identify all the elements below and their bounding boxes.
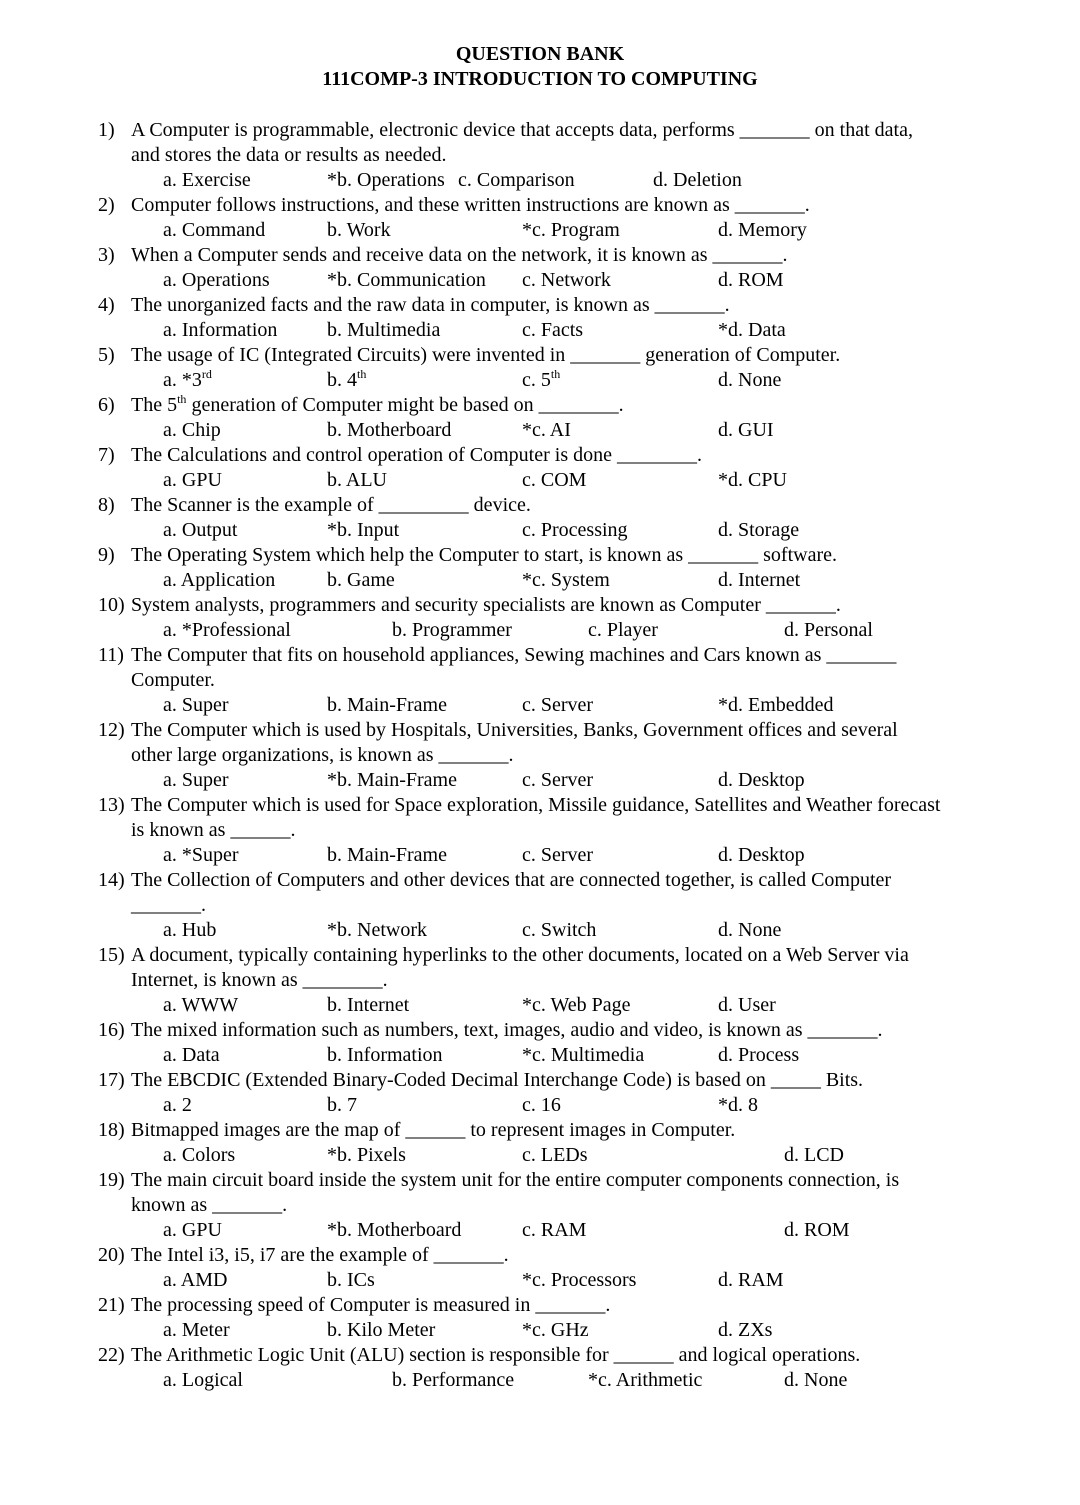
answer-option: a. WWW: [163, 994, 239, 1016]
answer-option: a. Logical: [163, 1369, 243, 1391]
question-text: The 5th generation of Computer might be based on ________.: [131, 392, 624, 416]
answer-option: b. Motherboard: [327, 419, 452, 441]
answer-option: *b. Input: [327, 519, 400, 541]
answer-option: *d. 8: [718, 1094, 758, 1116]
answer-option: d. RAM: [718, 1269, 784, 1291]
document-header: [0, 42, 1080, 92]
document-title: QUESTION BANK: [455, 43, 625, 65]
answer-option: d. Process: [718, 1044, 800, 1066]
answer-option: a. Meter: [163, 1319, 230, 1341]
question-text: The usage of IC (Integrated Circuits) were invented in _______ generation of Computer.: [131, 344, 841, 366]
question-text: is known as ______.: [131, 819, 296, 841]
question-text: The EBCDIC (Extended Binary-Coded Decimal Interchange Code) is based on _____ Bits.: [131, 1069, 864, 1091]
answer-option: c. RAM: [522, 1219, 587, 1241]
answer-option: *c. Web Page: [522, 994, 631, 1016]
question-number: 3): [98, 244, 115, 266]
question-number: 11): [98, 644, 124, 666]
answer-option: b. Internet: [327, 994, 410, 1016]
question-text: The Scanner is the example of _________ device.: [131, 494, 531, 516]
answer-option: b. 4th: [327, 367, 367, 391]
question-text: A Computer is programmable, electronic device that accepts data, performs _______ on that data,: [131, 119, 913, 141]
answer-option: b. Main-Frame: [327, 844, 447, 866]
answer-option: d. Deletion: [653, 169, 742, 191]
question-text: Bitmapped images are the map of ______ to represent images in Computer.: [131, 1119, 736, 1141]
question-text: The Computer that fits on household appliances, Sewing machines and Cars known as _______: [131, 644, 897, 666]
question-text: The processing speed of Computer is measured in _______.: [131, 1294, 611, 1316]
answer-option: a. 2: [163, 1094, 192, 1116]
answer-option: b. Main-Frame: [327, 694, 447, 716]
question-number: 5): [98, 344, 115, 366]
question-text: When a Computer sends and receive data on the network, it is known as _______.: [131, 244, 788, 266]
answer-option: d. None: [718, 919, 782, 941]
question-text: other large organizations, is known as _______.: [131, 744, 514, 766]
answer-option: *c. GHz: [522, 1319, 589, 1341]
question-text: _______.: [131, 894, 206, 916]
question-number: 7): [98, 444, 115, 466]
answer-option: a. Output: [163, 519, 238, 541]
question-text: The main circuit board inside the system unit for the entire computer components connection, is: [131, 1169, 900, 1191]
answer-option: a. Command: [163, 219, 266, 241]
answer-option: *c. Multimedia: [522, 1044, 645, 1066]
question-number: 20): [98, 1244, 125, 1266]
course-title: 111COMP-3 INTRODUCTION TO COMPUTING: [322, 68, 758, 90]
answer-option: c. Server: [522, 769, 594, 791]
answer-option: c. Processing: [522, 519, 628, 541]
answer-option: a. Super: [163, 694, 229, 716]
answer-option: *b. Network: [327, 919, 427, 941]
answer-option: a. Hub: [163, 919, 217, 941]
answer-option: c. LEDs: [522, 1144, 588, 1166]
answer-option: *c. Arithmetic: [588, 1369, 703, 1391]
answer-option: *c. Processors: [522, 1269, 637, 1291]
answer-option: *b. Communication: [327, 269, 486, 291]
question-text: The Calculations and control operation of Computer is done ________.: [131, 444, 702, 466]
answer-option: c. Server: [522, 694, 594, 716]
question-text: The Arithmetic Logic Unit (ALU) section is responsible for ______ and logical operations.: [131, 1344, 861, 1366]
answer-option: c. Server: [522, 844, 594, 866]
question-number: 15): [98, 944, 125, 966]
answer-option: *c. AI: [522, 419, 571, 441]
question-text: Computer follows instructions, and these written instructions are known as _______.: [131, 194, 810, 216]
question-text: The Computer which is used by Hospitals, Universities, Banks, Government offices and several: [131, 719, 898, 741]
question-text: System analysts, programmers and security specialists are known as Computer _______.: [131, 594, 841, 616]
answer-option: a. Operations: [163, 269, 270, 291]
answer-option: c. 5th: [522, 367, 561, 391]
answer-option: d. Memory: [718, 219, 807, 241]
question-text: The Computer which is used for Space exploration, Missile guidance, Satellites and Weather forecast: [131, 794, 941, 816]
answer-option: a. AMD: [163, 1269, 228, 1291]
answer-option: b. ICs: [327, 1269, 375, 1291]
question-number: 9): [98, 544, 115, 566]
answer-option: d. Internet: [718, 569, 801, 591]
question-number: 19): [98, 1169, 125, 1191]
question-number: 10): [98, 594, 125, 616]
question-number: 13): [98, 794, 125, 816]
answer-option: a. Data: [163, 1044, 220, 1066]
answer-option: a. *Professional: [163, 619, 291, 641]
answer-option: d. ZXs: [718, 1319, 773, 1341]
question-text: A document, typically containing hyperlinks to the other documents, located on a Web Server via: [131, 944, 909, 966]
question-text: The mixed information such as numbers, text, images, audio and video, is known as _______.: [131, 1019, 883, 1041]
question-text: The Intel i3, i5, i7 are the example of _______.: [131, 1244, 509, 1266]
answer-option: b. Programmer: [392, 619, 512, 641]
answer-option: c. Player: [588, 619, 658, 641]
answer-option: b. 7: [327, 1094, 357, 1116]
question-number: 2): [98, 194, 115, 216]
question-number: 6): [98, 394, 115, 416]
answer-option: c. Switch: [522, 919, 597, 941]
question-number: 14): [98, 869, 125, 891]
answer-option: *b. Pixels: [327, 1144, 406, 1166]
question-number: 17): [98, 1069, 125, 1091]
answer-option: *c. System: [522, 569, 610, 591]
question-text: Computer.: [131, 669, 215, 691]
answer-option: *d. Data: [718, 319, 786, 341]
answer-option: b. Kilo Meter: [327, 1319, 436, 1341]
answer-option: d. User: [718, 994, 776, 1016]
question-text: known as _______.: [131, 1194, 288, 1216]
answer-option: a. Super: [163, 769, 229, 791]
answer-option: a. Chip: [163, 419, 221, 441]
question-number: 18): [98, 1119, 125, 1141]
answer-option: d. ROM: [718, 269, 784, 291]
answer-option: *d. Embedded: [718, 694, 834, 716]
answer-option: c. Comparison: [458, 169, 575, 191]
answer-option: a. Information: [163, 319, 278, 341]
question-number: 22): [98, 1344, 125, 1366]
answer-option: a. GPU: [163, 469, 222, 491]
answer-option: c. Facts: [522, 319, 584, 341]
answer-option: *b. Motherboard: [327, 1219, 462, 1241]
question-text: The Collection of Computers and other devices that are connected together, is called Computer: [131, 869, 892, 891]
answer-option: b. Work: [327, 219, 391, 241]
question-number: 12): [98, 719, 125, 741]
answer-option: b. ALU: [327, 469, 387, 491]
answer-option: *b. Main-Frame: [327, 769, 457, 791]
question-number: 1): [98, 119, 115, 141]
answer-option: d. Desktop: [718, 844, 805, 866]
answer-option: a. Application: [163, 569, 276, 591]
answer-option: a. *3rd: [163, 367, 212, 391]
question-text: The unorganized facts and the raw data in computer, is known as _______.: [131, 294, 730, 316]
answer-option: d. Desktop: [718, 769, 805, 791]
answer-option: b. Multimedia: [327, 319, 441, 341]
answer-option: *b. Operations: [327, 169, 445, 191]
answer-option: a. GPU: [163, 1219, 222, 1241]
answer-option: c. Network: [522, 269, 611, 291]
question-number: 16): [98, 1019, 125, 1041]
question-text: and stores the data or results as needed.: [131, 144, 447, 166]
answer-option: *d. CPU: [718, 469, 787, 491]
answer-option: a. *Super: [163, 844, 239, 866]
answer-option: b. Performance: [392, 1369, 515, 1391]
answer-option: d. GUI: [718, 419, 774, 441]
question-number: 8): [98, 494, 115, 516]
answer-option: d. Storage: [718, 519, 800, 541]
answer-option: d. None: [718, 369, 782, 391]
answer-option: d. None: [784, 1369, 848, 1391]
answer-option: b. Game: [327, 569, 395, 591]
answer-option: b. Information: [327, 1044, 443, 1066]
answer-option: c. COM: [522, 469, 587, 491]
question-text: The Operating System which help the Computer to start, is known as _______ software.: [131, 544, 837, 566]
question-number: 4): [98, 294, 115, 316]
answer-option: d. ROM: [784, 1219, 850, 1241]
answer-option: a. Colors: [163, 1144, 236, 1166]
question-text: Internet, is known as ________.: [131, 969, 388, 991]
question-number: 21): [98, 1294, 125, 1316]
answer-option: c. 16: [522, 1094, 561, 1116]
answer-option: d. LCD: [784, 1144, 844, 1166]
answer-option: a. Exercise: [163, 169, 251, 191]
answer-option: d. Personal: [784, 619, 873, 641]
answer-option: *c. Program: [522, 219, 620, 241]
